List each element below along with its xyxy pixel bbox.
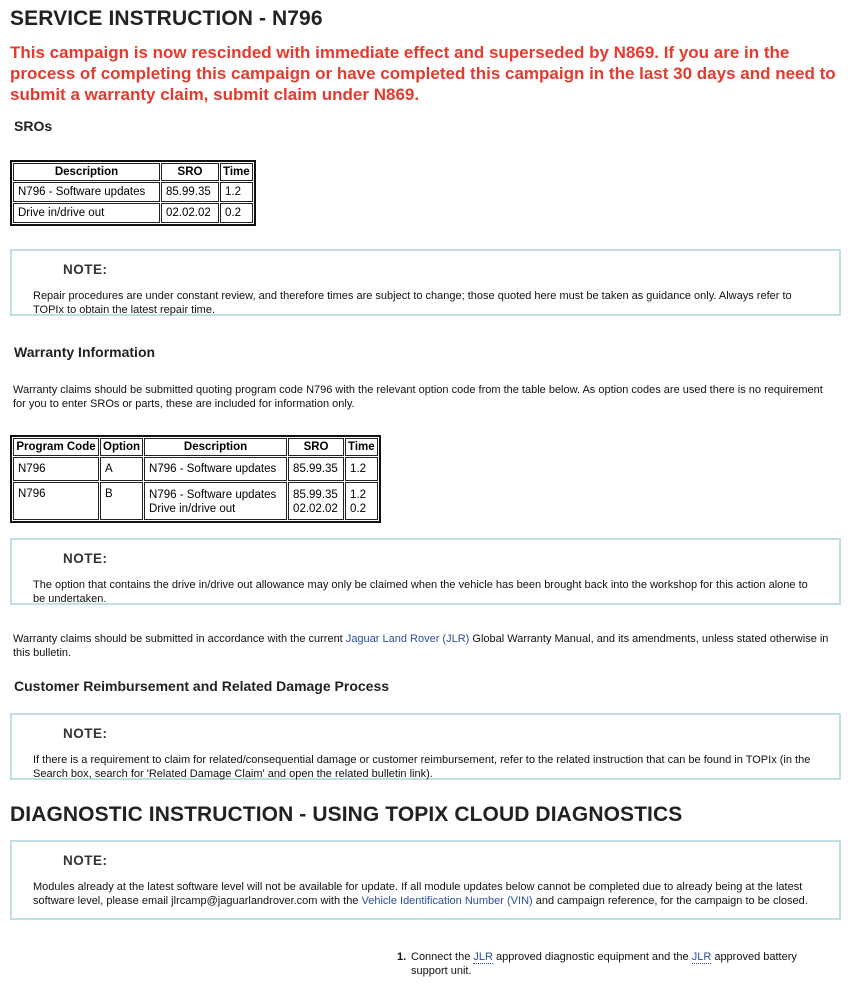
warranty-intro: Warranty claims should be submitted quoting program code N796 with the relevant option code from the table below. As option codes are used there is no requirement for you to enter SROs or parts, these are included for information only. [13, 384, 823, 410]
table-header-row [13, 163, 253, 181]
table-row [13, 182, 253, 202]
reimbursement-heading: Customer Reimbursement and Related Damage Process [14, 678, 390, 694]
text-segment: approved diagnostic equipment and the [492, 951, 692, 963]
cell-description: Drive in/drive out [13, 203, 160, 223]
note-text: Repair procedures are under constant review, and therefore times are subject to change; those quoted here must be taken as guidance only. Always refer to TOPIx to obtain the latest repair time. [33, 290, 792, 316]
note-text: If there is a requirement to claim for related/consequential damage or customer reimbursement, refer to the related instruction that can be found in TOPIx (in the Search box, search for 'Related Damage Claim' and open the related bulletin link). [33, 754, 811, 780]
time-line: 1.2 [350, 489, 367, 501]
cell-sro: 02.02.02 [161, 203, 219, 223]
table-header-row [13, 438, 378, 456]
warranty-manual-text [13, 632, 833, 660]
column-header: SRO [161, 163, 219, 181]
text-segment: approved battery support unit. [411, 951, 797, 977]
diagnostic-instruction-title: DIAGNOSTIC INSTRUCTION - USING TOPIX CLOUD DIAGNOSTICS [10, 803, 683, 826]
warranty-heading: Warranty Information [14, 344, 156, 360]
step-text [411, 950, 811, 978]
note-heading: NOTE: [63, 551, 108, 566]
cell-sro: 85.99.35 [288, 457, 344, 481]
sro-line: 85.99.35 [293, 489, 338, 501]
note-repair-times [10, 249, 841, 316]
note-related-damage [10, 713, 841, 780]
service-instruction-title: SERVICE INSTRUCTION - N796 [10, 7, 323, 30]
text-segment: and campaign reference, for the campaign to be closed. [532, 895, 808, 907]
column-header: Program Code [13, 438, 99, 456]
cell-description [144, 482, 287, 520]
note-software-level [10, 840, 841, 920]
column-header: Option [100, 438, 143, 456]
sros-heading: SROs [14, 118, 53, 134]
cell-option: B [100, 482, 143, 520]
text-segment: Warranty claims should be submitted in accordance with the current [13, 633, 346, 645]
text-segment: Global Warranty Manual, and its amendments, unless stated otherwise in this bulletin. [13, 633, 829, 659]
table-row [13, 457, 378, 481]
step-number: 1. [397, 951, 407, 963]
note-text: The option that contains the drive in/drive out allowance may only be claimed when the vehicle has been brought back into the workshop for this action alone to be undertaken. [33, 579, 808, 605]
cell-time [345, 482, 378, 520]
note-drive-in-out [10, 538, 841, 605]
column-header: Description [144, 438, 287, 456]
table-row [13, 482, 378, 520]
description-line: N796 - Software updates [149, 489, 277, 501]
cell-description: N796 - Software updates [13, 182, 160, 202]
column-header: Description [13, 163, 160, 181]
cell-sro: 85.99.35 [161, 182, 219, 202]
time-line: 0.2 [350, 503, 367, 515]
cell-time: 1.2 [345, 457, 378, 481]
note-heading: NOTE: [63, 726, 108, 741]
note-text [33, 880, 823, 908]
text-segment: Connect the [411, 951, 474, 963]
column-header: SRO [288, 438, 344, 456]
cell-sro [288, 482, 344, 520]
sro-line: 02.02.02 [293, 503, 338, 515]
jlr-link[interactable]: Jaguar Land Rover (JLR) [345, 633, 470, 645]
jlr-abbreviation[interactable]: JLR [473, 951, 493, 963]
column-header: Time [345, 438, 378, 456]
cell-program-code: N796 [13, 457, 99, 481]
cell-program-code: N796 [13, 482, 99, 520]
table-row [13, 203, 253, 223]
vin-link[interactable]: Vehicle Identification Number (VIN) [361, 895, 533, 907]
cell-description: N796 - Software updates [144, 457, 287, 481]
sros-table [10, 160, 256, 226]
cell-time: 1.2 [220, 182, 253, 202]
column-header: Time [220, 163, 253, 181]
warranty-table [10, 435, 381, 523]
cell-time: 0.2 [220, 203, 253, 223]
note-heading: NOTE: [63, 262, 108, 277]
jlr-abbreviation[interactable]: JLR [691, 951, 712, 963]
cell-option: A [100, 457, 143, 481]
note-heading: NOTE: [63, 853, 108, 868]
rescinded-warning: This campaign is now rescinded with immediate effect and superseded by N869. If you are in the process of completing this campaign or have completed this campaign in the last 30 days and need to submit a warranty claim, submit claim under N869. [10, 43, 836, 104]
text-segment: Modules already at the latest software level will not be available for update. If all module updates below cannot be completed due to already being at the latest software level, please email jlrcamp@jaguarlandrover.com with the [33, 881, 803, 907]
description-line: Drive in/drive out [149, 503, 236, 515]
